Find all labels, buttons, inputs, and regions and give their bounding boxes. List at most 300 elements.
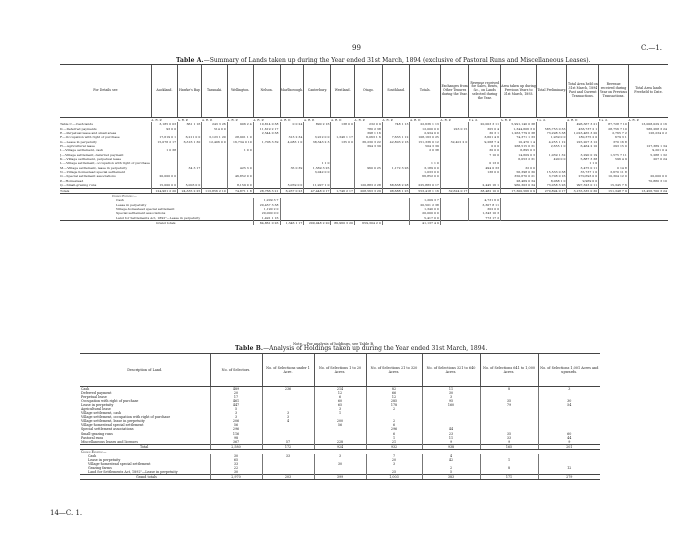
table-cell: 456,737 2 1 [567,127,599,131]
table-cell: 66,852 0 0 [410,174,440,178]
column-header: Total Preliminary. [537,65,567,118]
table-cell: 15,345 7 6 [599,183,629,188]
table-b [80,353,600,480]
footer-reference: 14—C. 1. [50,509,83,517]
table-cell: 5,288 1 32 [628,153,668,157]
table-a-header-row [60,65,668,118]
column-header: Description of Land. [80,354,210,387]
table-cell: 13,456,700 3 24 [628,188,668,193]
table-cell: 586,268 3 24 [628,127,668,131]
table-cell: 3 [210,415,262,419]
table-cell: 296 [366,427,422,431]
table-b-header-row [80,354,600,387]
table-cell: 679 3 1 [599,135,629,139]
grand-total-value: 383 [422,474,480,479]
row-label: E.—Perpetual lease and small areas [60,131,117,136]
table-cell: 7,633 1 12 [382,135,410,139]
table-cell: 151,336 0 12 [410,140,440,144]
table-cell: 5,003 0 0 [178,183,202,188]
table-cell: 151,348 7 9 [599,188,629,193]
total-label: Total [80,444,210,449]
table-cell: 98,688 1 25 [382,188,410,193]
table-cell: 207 0 24 [628,157,668,161]
table-cell: 4 [422,454,480,458]
table-cell: 225,883 0 17 [410,183,440,188]
table-cell: 113,856 2 10 [202,188,227,193]
table-cell: 17 [210,395,262,399]
column-header: Otago. [354,65,382,118]
table-cell: 6,895 0 3 [501,148,537,152]
table-cell: 13,008,029 2 16 [628,122,668,126]
table-cell: 66 [366,391,422,395]
table-cell: 138 0 0 [331,122,354,126]
row-label: Table C.—Cash lands [60,122,93,127]
table-cell: 82 [366,387,422,392]
unit-cell: A. R. P. [440,118,452,122]
table-cell: 2,765 7 2 [599,131,629,135]
table-cell: 8 [480,387,538,392]
table-cell: 35 [480,432,538,436]
row-label: Cash [88,453,97,458]
table-cell: 28,756 7 10 [599,127,629,131]
table-cell: 178 [366,403,422,407]
table-cell: 35 0 39 [280,166,304,170]
summary-value: 20,501 2 38 [410,203,440,207]
table-cell: 30 0 0 [469,148,501,152]
grand-total-value: 171 [480,474,538,479]
table-cell: 5,059 0 0 [280,183,304,188]
table-cell: 6,211 0 0 [178,135,202,139]
table-cell: 2 0 38 [410,148,440,152]
table-cell: 3,123 1 20 [202,135,227,139]
table-cell: 461 [210,399,262,403]
column-header: Area taken up during Previous Years to 31st March, 1893. [501,65,537,118]
table-cell: 6 [366,423,422,427]
table-cell: 0 13 0 [469,161,501,165]
table-cell: 9 [422,440,480,445]
table-cell: 12,406 0 0 [202,140,227,144]
table-cell: 21 [366,440,422,445]
column-header: Westland. [331,65,354,118]
grand-total-value: 41,137 4 9 [410,220,440,225]
row-label: Village settlement, occupation with right of purchase [81,415,171,420]
table-cell: 9 [480,440,538,445]
row-label: Q.—Small-grazing runs [60,183,97,188]
table-cell: 2,934 0 0 [410,131,440,135]
summary-label: Land for Settlements Act, 1892"—Lease in perpetuity [116,215,201,220]
column-header: Nelson. [253,65,280,118]
table-a-caption-text: —Summary of Lands taken up during the Year ended 31st March, 1894 (exclusive of Pastoral Runs and Miscellaneous Leases). [203,57,591,64]
summary-value: 20,457 3 38 [253,203,280,207]
summary-value: 773 17 2 [469,216,501,221]
table-cell: 30 [538,399,600,403]
table-cell: 10,304 12 0 [599,174,629,178]
table-cell: 10,814 0 38 [253,122,280,126]
grand-total-value: 86,960 3 20 [331,220,354,225]
table-cell: 6,237 0 23 [280,188,304,193]
row-label: Lease in perpetuity [88,457,121,462]
summary-value: 20,000 0 0 [253,211,280,215]
grand-total-value: 2,970 [210,474,262,479]
column-header: Auckland. [151,65,177,118]
table-cell: 44 [538,436,600,440]
table-cell: 1 0 38 [151,148,177,152]
summary-value: 1,209 3 7 [410,198,440,202]
table-cell: 1 [480,458,538,462]
table-cell: 206 [210,419,262,423]
table-cell: 514 0 0 [202,127,227,131]
unit-cell: £ s. d. [468,118,479,122]
table-cell: 225,207 3 12 [567,140,599,144]
table-cell: 180,375 2 0 [567,135,599,139]
summary-value: 302 0 0 [469,207,501,211]
row-label: J.—Village settlement, deferred payment [60,152,124,157]
table-cell: 1 [366,436,422,440]
row-label: Miscellaneous leases and licenses [81,439,138,444]
summary-value: 5,417 0 0 [410,216,440,221]
table-cell: 57 [262,440,314,445]
table-cell: 489 [210,387,262,392]
column-header: Canterbury. [304,65,331,118]
table-cell: 95 [422,399,480,403]
table-cell: 36,230 3 22 [354,140,382,144]
table-cell: 60 [314,399,366,403]
table-cell: 270,894 0 17 [537,188,567,193]
table-cell: 20,000 0 0 [151,174,177,178]
table-cell: 370 16 8 [599,140,629,144]
table-cell: 232 0 9 [354,122,382,126]
column-header: Marlborough. [280,65,304,118]
table-cell: 496,367 3 21 [567,122,599,126]
row-label: Perpetual lease [81,395,107,400]
total-value: 938 [422,444,480,449]
table-cell: 1,569 3 25 [304,166,331,170]
table-cell: 268,515 0 31 [501,144,537,148]
document-reference: C.—1. [641,44,663,52]
row-label: Pastoral runs [81,435,104,440]
grand-total-value: 84,861 0 26 [253,220,280,225]
table-b-body [80,387,600,480]
table-cell: 780 2 38 [354,127,382,131]
column-header: Totals. [410,65,440,118]
table-cell: 208,563 3 29 [354,188,382,193]
table-cell: 2 [366,419,422,423]
table-cell: 8,159 0 0 [227,183,253,188]
table-cell: 54 [538,403,600,407]
summary-value: 4,731 6 0 [469,198,501,202]
table-cell: 661 1 16 [178,122,202,126]
table-cell: 425 3 0 [227,166,253,170]
table-cell: 44 [422,427,480,431]
table-cell: 30 [314,462,366,466]
table-cell: 7 [366,454,422,458]
table-cell: 20,000 0 0 [628,174,668,178]
table-cell: 108,163 0 25 [410,135,440,139]
table-cell: 8 [480,466,538,470]
table-cell: 585,753 0 33 [537,127,567,131]
table-cell: 1,939 0 0 [537,135,567,139]
table-cell: 504 3 39 [410,144,440,148]
table-cell: 12,000 0 0 [410,127,440,131]
row-label: H.—Agricultural lease [60,144,95,149]
grand-total-value: 1,346 1 17 [280,220,304,225]
grand-total-value: 279 [538,474,600,479]
table-cell: 1,706 3 39 [253,140,280,144]
row-label: K.—Village settlement, perpetual lease [60,157,122,162]
row-label: Village-homestead special settlement [81,423,144,428]
crown-estates-heading: Crown Estates:— [81,449,107,454]
unit-cell: A. R. P. [500,118,512,122]
unit-cell: A. R. P. [330,118,342,122]
table-cell: 28,469 0 34 [501,179,537,183]
table-cell: 1 1 0 [410,161,440,165]
table-b-label: Table B. [235,345,264,352]
table-cell: 15,533 0 38 [537,170,567,174]
table-cell: 3 [210,411,262,415]
column-header: Southland. [382,65,410,118]
table-cell: 2,445 16 1 [469,183,501,188]
table-cell: 305 0 4 [469,127,501,131]
table-cell: 3,670 11 8 [599,170,629,174]
column-header: No. of Selections 21 to 320 Acres. [366,354,422,387]
column-header: Taranaki. [202,65,227,118]
summary-value: 1,190 2 0 [253,207,280,211]
table-cell: 11,927 1 0 [304,183,331,188]
table-cell: 9,201 0 4 [628,148,668,152]
table-cell: 5,887 3 38 [567,157,599,161]
row-label: Lease in perpetuity [81,403,114,408]
table-cell: 3 [422,395,480,399]
table-cell: 3,708 0 16 [537,174,567,178]
unit-cell: A. R. P. [303,118,315,122]
table-cell: 126,234 0 2 [628,131,668,135]
grand-total-value: 659,304 2 0 [354,220,382,225]
table-a-label: Table A. [176,57,204,64]
page-number: 99 [352,44,361,52]
table-cell: 56 [314,423,366,427]
table-cell: 127,389 1 34 [628,144,668,148]
total-value: 201 [538,444,600,449]
table-cell: 20 [210,391,262,395]
row-label: Special settlement associations [81,427,134,432]
table-cell: 6,053 2 31 [501,157,537,161]
table-b-caption [235,345,487,352]
row-label: Agricultural lease [81,407,111,412]
table-cell: 46,852 0 0 [227,174,253,178]
column-header: Hawke's Bay. [178,65,202,118]
grand-total-label: Grand totals [60,220,253,225]
grand-total-label: Grand totals [80,474,210,479]
table-cell: 33 [480,436,538,440]
table-cell: 4 [262,419,314,423]
table-a-body [60,122,668,225]
grand-total-row [80,474,600,479]
unit-cell: A. R. P. [151,118,162,122]
table-cell: 3 [366,462,422,466]
table-cell: 74,871 1 8 [227,188,253,193]
table-cell: 30 [422,391,480,395]
column-header: No. of Selections 1 to 20 Acres. [314,354,366,387]
table-cell: 9 [538,440,600,445]
row-label: Land for Settlements Act, 1892"—Lease in perpetuity [88,469,178,474]
row-label: Village-homestead special settlement [88,461,151,466]
table-cell: 9,268 7 4 [469,140,501,144]
table-cell: 2 [366,407,422,411]
table-cell: 135 0 0 [331,140,354,144]
row-label: F.—Occupation with right of purchase [60,135,120,140]
table-cell: 270,693 0 0 [567,174,599,178]
table-cell: 10,470 1 4 [501,140,537,144]
table-cell: 2,655 1 0 [537,144,567,148]
total-value: 924 [314,444,366,449]
row-label: Grazing farms [88,465,112,470]
table-cell: 116 [210,432,262,436]
table-cell: 35,737 1 0 [567,170,599,174]
table-cell: 1 1 0 [304,161,331,165]
unit-cell: A. R. P. [227,118,238,122]
table-cell: 33 [262,454,314,458]
table-cell: 15,000 0 0 [151,183,177,188]
table-cell: 20 [366,458,422,462]
table-cell: 47,448 0 17 [304,188,331,193]
column-header: Revenue received during Year on Previous Transactions. [599,65,629,118]
column-header: Revenue received for Sales, Rents, &c., on Lands selected during the Year. [469,65,501,118]
table-cell: 223 0 15 [440,127,468,131]
unit-cell: A. R. P. [354,118,366,122]
table-cell: 748 1 13 [382,122,410,126]
summary-label: Special settlement associations [116,211,166,216]
column-header: No. of Selections under 1 Acre. [262,354,314,387]
table-cell: 74,371 1 33 [501,135,537,139]
table-cell: 3,601 4 6 [469,135,501,139]
table-cell: 98 [210,436,262,440]
row-label: Village settlement, cash [81,411,122,416]
summary-label: Lease in perpetuity [116,202,147,207]
table-cell: 494 0 33 [469,166,501,170]
table-cell: 398 1 16 [354,131,382,135]
column-header: No. of Selections 321 to 640 Acres. [422,354,480,387]
unit-cell: A. R. P. [177,118,189,122]
table-cell: 34 3 17 [178,166,202,170]
column-header: For Details see [60,65,151,118]
table-cell: 93 0 0 [151,127,177,131]
table-cell: 23 [422,432,480,436]
table-cell: 906 2 4 [227,122,253,126]
summary-label: Cash [116,198,124,203]
table-cell: 4,255 1 12 [537,140,567,144]
table-cell: 228 [314,440,366,445]
column-header: Wellington. [227,65,253,118]
table-cell: 313 2 34 [280,135,304,139]
table-cell: 3 [314,407,366,411]
table-cell: 1,033 0 0 [410,170,440,174]
row-label: Small-grazing runs [81,431,113,436]
table-a [60,64,668,225]
table-cell: 30 [210,470,262,475]
table-cell: 596 4 9 [599,157,629,161]
grand-total-row [60,220,668,225]
table-cell: 285 [366,399,422,403]
table-cell: 60 [538,432,600,436]
table-cell: 1,172 3 26 [382,166,410,170]
table-cell: 7 10 0 [469,153,501,157]
table-cell: 15,076 2 17 [151,140,177,144]
table-cell: 553,418 1 16 [410,188,440,193]
table-cell: 32 0 0 [501,166,537,170]
table-cell: 56,398 0 30 [501,170,537,174]
unit-cell: A. R. P. [566,118,578,122]
table-cell: 1,039 1 32 [537,153,567,157]
table-cell: 8,068 1 0 [537,179,567,183]
table-cell: 3,042 0 0 [304,170,331,174]
table-cell: 293 15 0 [599,144,629,148]
table-cell: 160 [422,403,480,407]
table-cell: 16,734 0 10 [227,140,253,144]
table-cell: 22,636 1 13 [410,122,440,126]
summary-value: 1,209 3 7 [253,198,280,202]
grand-total-value: 209,048 2 20 [304,220,331,225]
column-header: Total Area lands Freeheld to Date. [628,65,668,118]
table-cell: 65 [314,403,366,407]
table-cell: 394 3 39 [354,144,382,148]
table-cell: 11 [422,387,480,392]
total-value: 165 [480,444,538,449]
table-cell: 35 [480,399,538,403]
table-cell: 20,003 3 11 [469,122,501,126]
row-label: Cash [81,387,90,391]
row-label: L.—Village settlement, occupation with right of purchase [60,161,150,166]
unit-cell: A. R. P. [253,118,264,122]
table-cell: 6,063 1 6 [354,135,382,139]
table-cell: 0 0 24 [280,122,304,126]
table-cell: 11,619 2 17 [253,127,280,131]
row-label: O.—Special settlement associations [60,174,116,179]
table-cell: 12 [314,391,366,395]
table-cell: 42 [422,458,480,462]
grand-total-value: 399 [314,474,366,479]
column-header: No. of Selectors. [210,354,262,387]
summary-heading: Crown Estates:— [112,193,137,198]
table-cell: 6 [366,432,422,436]
summary-value: 3,307 8 11 [469,203,501,207]
table-cell: 73,298 3 38 [537,131,567,135]
row-label: G.—Lease in perpetuity [60,139,97,144]
table-cell: 6,316 1 30 [178,140,202,144]
unit-cell: £ s. d. [536,118,546,122]
table-cell: 490 0 0 [537,157,567,161]
table-a-note: Note.—For analysis of holdings, see Table B. [293,342,375,346]
table-cell: 1 0 0 [227,148,253,152]
table-cell: 1,346 1 17 [331,135,354,139]
table-cell: 367 [210,440,262,445]
column-header: Exchanges from Other Tenures during the Year. [440,65,468,118]
table-cell: 17,619 0 1 [151,135,177,139]
unit-cell: A. R. P. [201,118,213,122]
table-cell: 38,482 10 0 [469,188,501,193]
table-cell: 28,766 3 21 [253,188,280,193]
table-cell: 1,263,779 0 38 [501,131,537,135]
table-cell: 120,883 2 28 [354,183,382,188]
table-cell: 997,323 0 11 [567,183,599,188]
table-cell: 17,300,566 0 9 [501,188,537,193]
table-cell: 28,901 1 0 [227,135,253,139]
row-label: Occupation with right of purchase [81,399,139,404]
table-cell: 214 [314,387,366,392]
table-b-caption-text: —Analysis of Holdings taken up during the Year ended 31st March, 1894. [263,345,488,352]
table-cell: 124,961 2 20 [151,188,177,193]
row-label: Deferred payment [81,391,112,396]
table-cell: 6 [314,395,366,399]
